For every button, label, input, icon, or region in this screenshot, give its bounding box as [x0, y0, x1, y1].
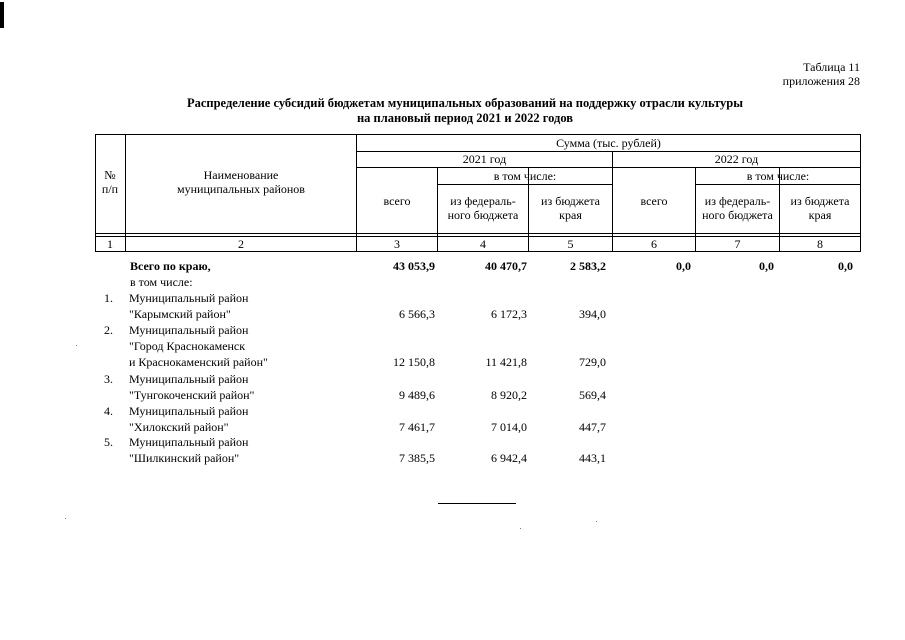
appendix-number: приложения 28 — [782, 74, 860, 88]
row-federal-2021: 8 920,2 — [491, 388, 527, 402]
header-federal-2022 — [696, 194, 779, 222]
row-number: 4. — [104, 404, 113, 418]
header-regional-2022-line-2: края — [808, 208, 832, 222]
header-name-line-2: муниципальных районов — [177, 182, 305, 196]
col-number-8: 8 — [817, 237, 823, 251]
header-regional-2021-line-1: из бюджета — [541, 194, 600, 208]
row-number: 5. — [104, 435, 113, 449]
header-regional-2022-line-1: из бюджета — [790, 194, 850, 208]
row-name-line: Муниципальный район — [129, 291, 249, 305]
col-number-7: 7 — [734, 237, 741, 251]
title-line-1: Распределение субсидий бюджетам муниципальных образований на поддержку отрасли культуры — [186, 96, 744, 110]
row-regional-2021: 443,1 — [579, 451, 606, 465]
including-label: в том числе: — [130, 275, 193, 289]
scan-speck — [76, 345, 77, 346]
row-number: 2. — [104, 323, 113, 337]
row-regional-2021: 729,0 — [579, 355, 606, 369]
row-total-2021: 7 461,7 — [399, 420, 435, 434]
row-name-line: "Хилокский район" — [129, 420, 229, 434]
row-name-line: "Город Краснокаменск — [129, 339, 246, 353]
end-separator-line — [438, 503, 516, 504]
header-sum: Сумма (тыс. рублей) — [556, 136, 661, 150]
header-incl-2021: в том числе: — [493, 169, 557, 183]
header-total-2022: всего — [640, 194, 668, 208]
row-name-line: Муниципальный район — [129, 372, 249, 386]
row-name-line: "Тунгокоченский район" — [129, 388, 255, 402]
total-all-2021: 43 053,9 — [393, 259, 435, 273]
row-total-2021: 9 489,6 — [399, 388, 435, 402]
header-federal-2021-line-1: из федераль- — [450, 194, 516, 208]
document-title — [95, 96, 835, 126]
row-federal-2021: 11 421,8 — [485, 355, 527, 369]
row-name-line: "Шилкинский район" — [129, 451, 240, 465]
total-federal-2022: 0,0 — [759, 259, 774, 273]
header-incl-2022: в том числе: — [746, 169, 810, 183]
total-label: Всего по краю, — [130, 259, 211, 273]
header-year-2021: 2021 год — [462, 152, 507, 166]
row-name-line: "Карымский район" — [129, 307, 231, 321]
total-regional-2021: 2 583,2 — [570, 259, 606, 273]
scan-speck — [520, 528, 521, 529]
row-name-line: Муниципальный район — [129, 404, 249, 418]
total-federal-2021: 40 470,7 — [485, 259, 527, 273]
row-name-line: Муниципальный район — [129, 323, 249, 337]
row-name-line: Муниципальный район — [129, 435, 249, 449]
page-corner-mark — [0, 2, 4, 28]
row-regional-2021: 394,0 — [579, 307, 606, 321]
header-regional-2022 — [780, 194, 860, 222]
header-federal-2021 — [438, 194, 528, 222]
col-number-1: 1 — [107, 237, 113, 251]
table-number: Таблица 11 — [803, 60, 860, 74]
header-federal-2021-line-2: ного бюджета — [447, 208, 519, 222]
row-federal-2021: 7 014,0 — [491, 420, 527, 434]
header-number-sign: № — [104, 168, 116, 182]
header-federal-2022-line-2: ного бюджета — [702, 208, 773, 222]
col-number-3: 3 — [394, 237, 400, 251]
row-total-2021: 6 566,3 — [399, 307, 435, 321]
title-line-2: на плановый период 2021 и 2022 годов — [356, 111, 574, 125]
header-regional-2021 — [529, 194, 612, 222]
row-federal-2021: 6 942,4 — [491, 451, 527, 465]
header-total-2021: всего — [383, 194, 411, 208]
row-total-2021: 7 385,5 — [399, 451, 435, 465]
col-number-6: 6 — [651, 237, 657, 251]
header-name-line-1: Наименование — [203, 168, 279, 182]
row-federal-2021: 6 172,3 — [491, 307, 527, 321]
row-total-2021: 12 150,8 — [393, 355, 435, 369]
header-regional-2021-line-2: края — [559, 208, 582, 222]
row-name-line: и Краснокаменский район" — [129, 355, 268, 369]
header-district-name — [126, 168, 356, 196]
col-number-5: 5 — [567, 237, 574, 251]
scan-speck — [596, 521, 597, 522]
row-regional-2021: 447,7 — [579, 420, 606, 434]
header-number-abbr: п/п — [101, 182, 119, 196]
header-number — [95, 168, 125, 196]
row-regional-2021: 569,4 — [579, 388, 606, 402]
col-number-2: 2 — [238, 237, 244, 251]
total-all-2022: 0,0 — [676, 259, 691, 273]
table-reference — [783, 60, 860, 88]
row-number: 1. — [104, 291, 113, 305]
header-federal-2022-line-1: из федераль- — [704, 194, 771, 208]
scan-speck — [65, 518, 66, 519]
col-number-4: 4 — [480, 237, 486, 251]
row-number: 3. — [104, 372, 113, 386]
header-year-2022: 2022 год — [714, 152, 759, 166]
total-regional-2022: 0,0 — [838, 259, 853, 273]
